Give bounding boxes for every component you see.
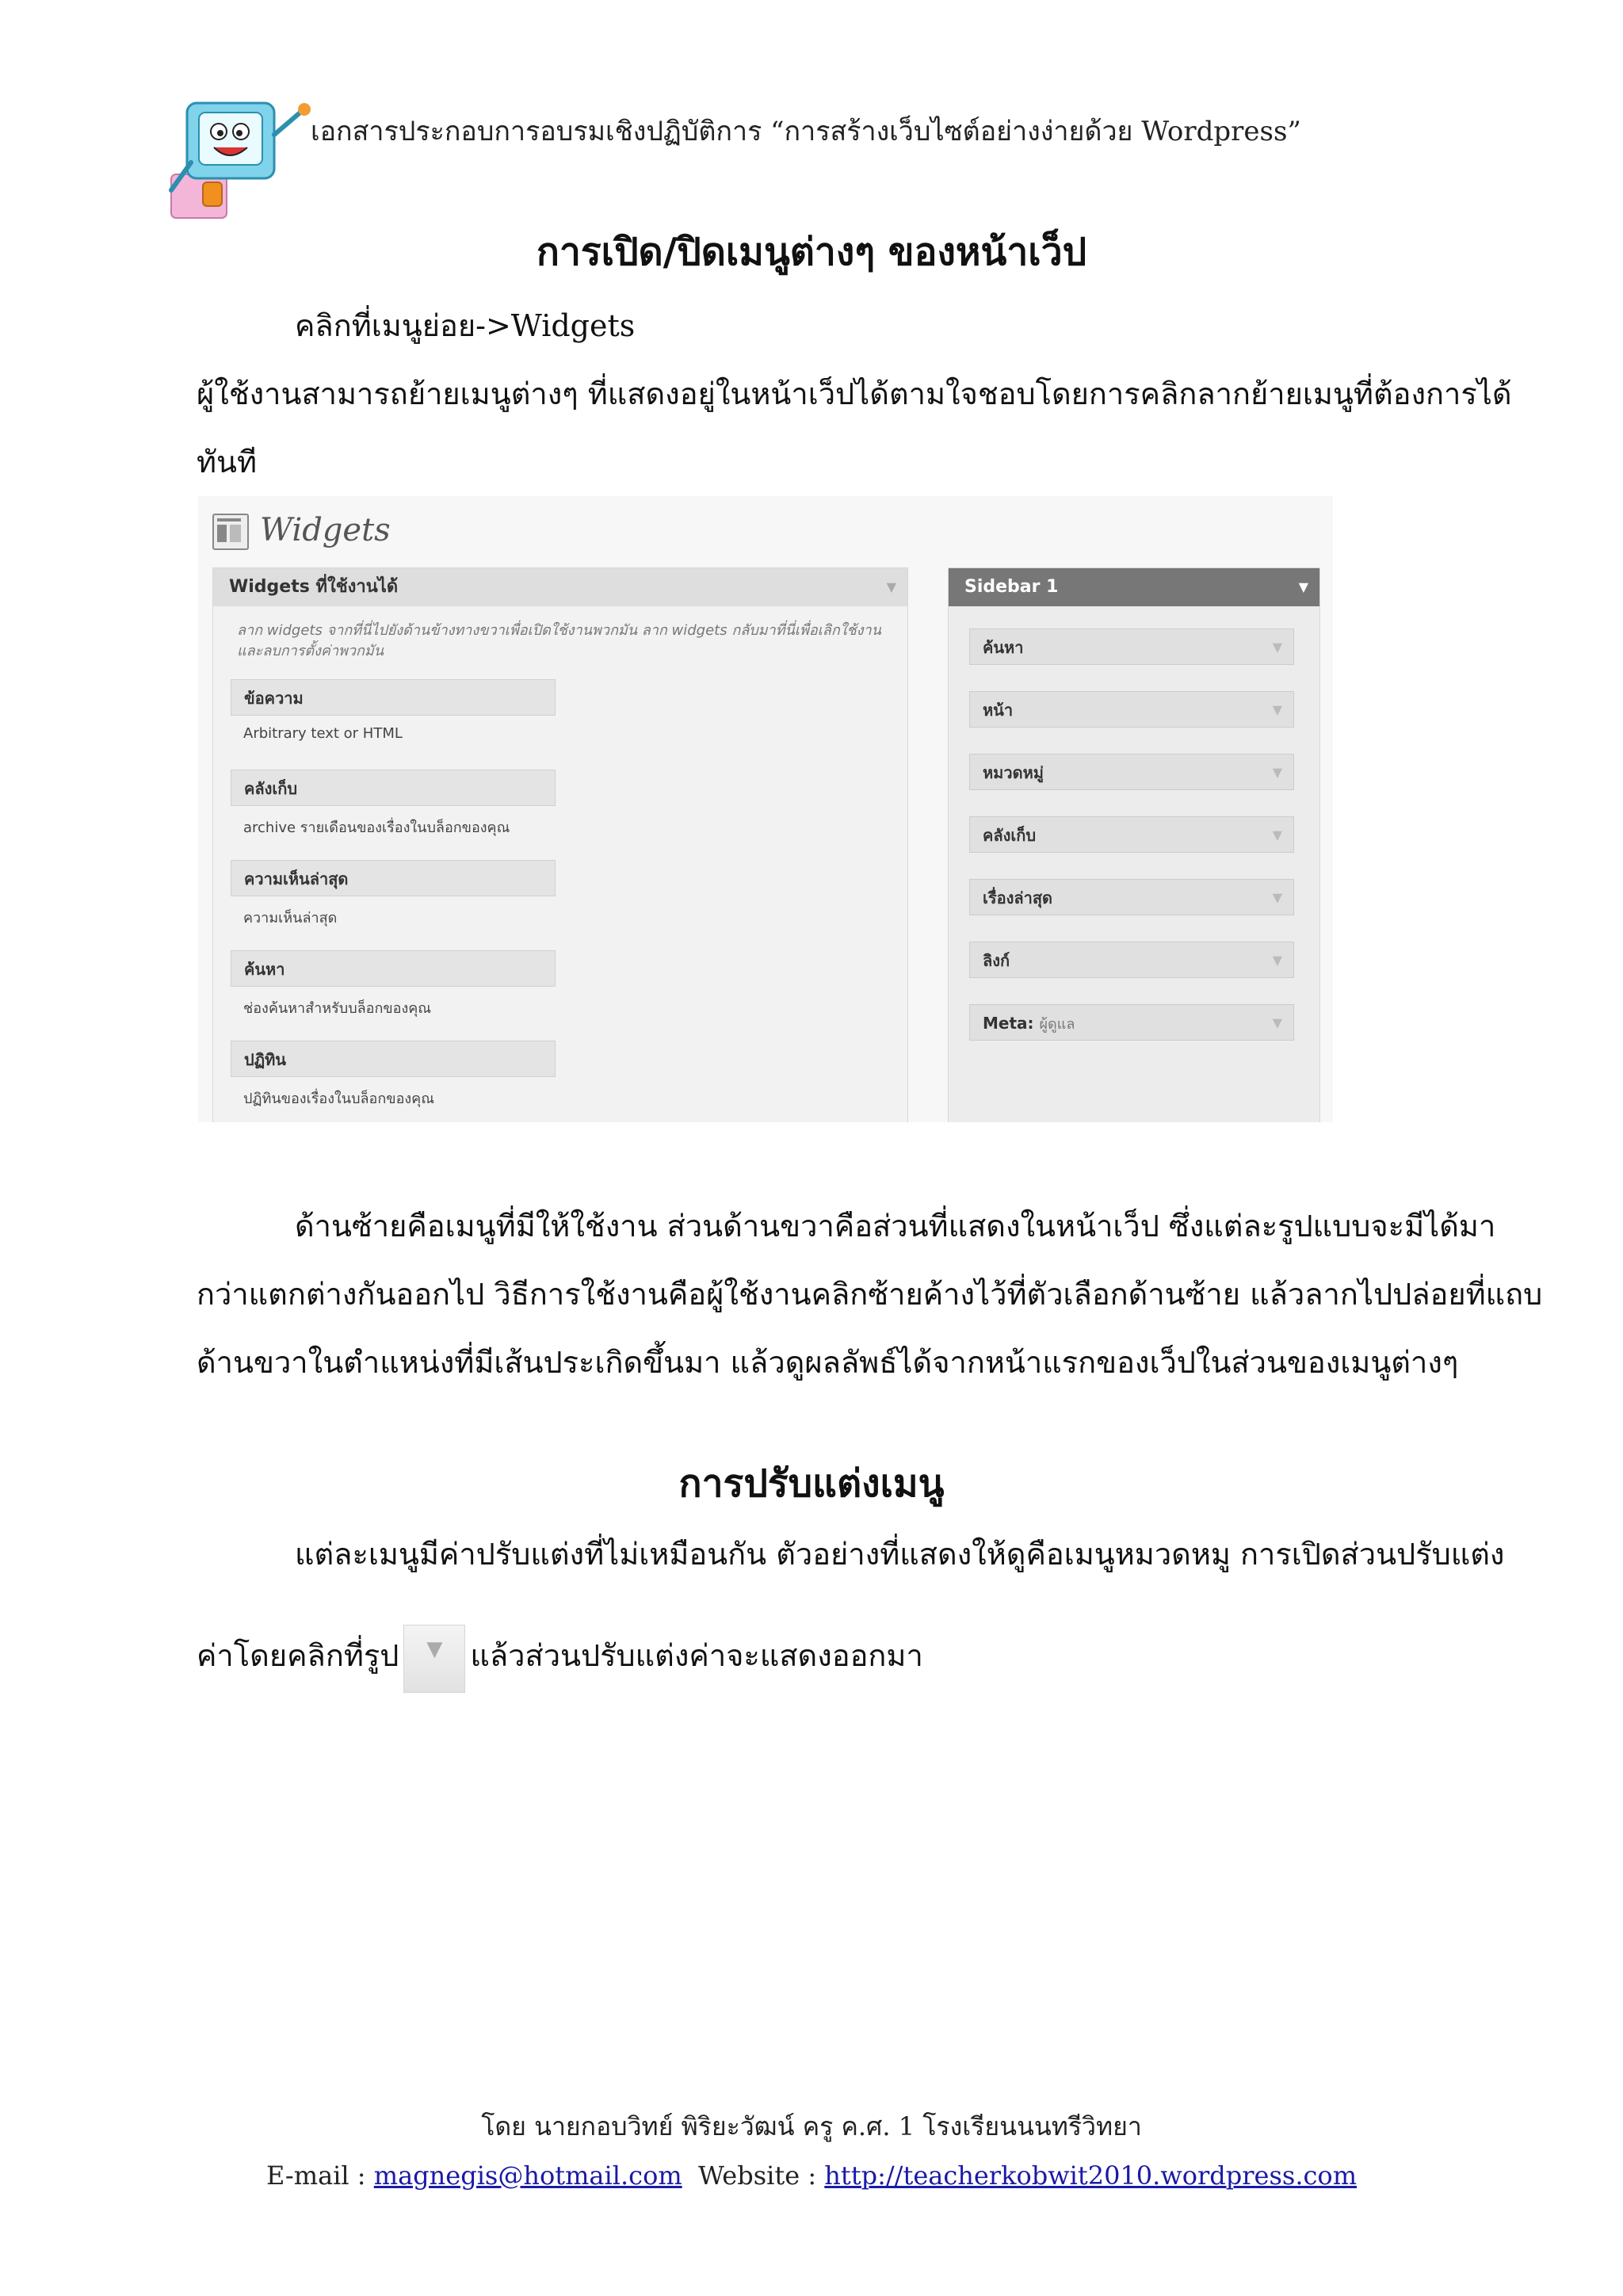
paragraph-line: ผู้ใช้งานสามารถย้ายเมนูต่างๆ ที่แสดงอยู่ในหน้าเว็ปได้ตามใจชอบโดยการคลิกลากย้ายเมนูที่ต้องการได้ — [197, 376, 1512, 411]
chevron-down-icon[interactable]: ▼ — [886, 579, 896, 594]
sidebar-widget[interactable] — [969, 879, 1294, 915]
website-label: Website : — [698, 2160, 817, 2191]
meta-sublabel: ผู้ดูแล — [1039, 1016, 1075, 1033]
widgets-icon — [212, 514, 249, 550]
inline-text: ค่าโดยคลิกที่รูป — [197, 1638, 399, 1673]
sidebar-widget-label: ค้นหา — [983, 638, 1024, 657]
sidebar-widget-label: ลิงก์ — [983, 951, 1010, 970]
sidebar-widget[interactable] — [969, 628, 1294, 665]
footer-author: โดย นายกอบวิทย์ พิริยะวัฒน์ ครู ค.ศ. 1 โรงเรียนนนทรีวิทยา — [481, 2111, 1142, 2141]
paragraph-line: ทันที — [197, 445, 258, 479]
widget-item[interactable] — [231, 770, 556, 839]
widget-title[interactable]: ปฏิทิน — [231, 1041, 556, 1077]
computer-mascot-logo — [155, 87, 314, 234]
sidebar-1-header[interactable] — [949, 568, 1319, 606]
widget-title[interactable]: ข้อความ — [231, 679, 556, 716]
widgets-page-title: Widgets — [260, 512, 391, 548]
widget-item[interactable] — [231, 1041, 556, 1110]
document-header: เอกสารประกอบการอบรมเชิงปฏิบัติการ “การสร้างเว็บไซต์อย่างง่ายด้วย Wordpress” — [311, 116, 1301, 147]
sidebar-widget-label: เรื่องล่าสุด — [983, 888, 1053, 907]
sidebar-widget[interactable] — [969, 754, 1294, 790]
email-label: E-mail : — [265, 2160, 366, 2191]
footer-contact — [0, 2160, 1623, 2191]
widget-item[interactable] — [231, 950, 556, 1019]
sidebar-widget-label: หมวดหมู่ — [983, 763, 1044, 782]
sidebar-widget[interactable] — [969, 942, 1294, 978]
widget-item[interactable] — [231, 679, 556, 742]
widget-description: ความเห็นล่าสุด — [243, 910, 338, 926]
paragraph-line: ด้านขวาในตำแหน่งที่มีเส้นประเกิดขึ้นมา แล้วดูผลลัพธ์ได้จากหน้าแรกของเว็ปในส่วนของเมนูต่างๆ — [197, 1345, 1459, 1380]
widgets-screenshot — [198, 496, 1333, 1122]
sidebar-1-panel — [948, 567, 1320, 1122]
widget-description: ช่องค้นหาสำหรับบล็อกของคุณ — [243, 1000, 431, 1017]
chevron-down-icon[interactable]: ▼ — [1272, 1015, 1282, 1030]
website-link[interactable]: http://teacherkobwit2010.wordpress.com — [824, 2160, 1358, 2191]
dropdown-toggle-button[interactable]: ▼ — [403, 1625, 465, 1693]
chevron-down-icon[interactable]: ▼ — [1272, 702, 1282, 717]
instruction-line: คลิกที่เมนูย่อย->Widgets — [295, 308, 636, 343]
sidebar-widget-label: หน้า — [983, 701, 1014, 720]
widgets-description: ลาก widgets จากที่นี่ไปยังด้านข้างทางขวาเพื่อเปิดใช้งานพวกมัน ลาก widgets กลับมาที่นี่เพื่อเลิกใช้งานและลบการตั้งค่าพวกมัน — [237, 622, 881, 659]
widget-description: archive รายเดือนของเรื่องในบล็อกของคุณ — [243, 819, 510, 836]
section-title-customize: การปรับแต่งเมนู — [678, 1461, 945, 1506]
sidebar-widget-label: คลังเก็บ — [983, 826, 1037, 845]
meta-label: Meta: — [983, 1014, 1034, 1033]
inline-text: แล้วส่วนปรับแต่งค่าจะแสดงออกมา — [470, 1638, 923, 1673]
widget-description: Arbitrary text or HTML — [243, 725, 403, 742]
email-link[interactable]: magnegis@hotmail.com — [373, 2160, 682, 2191]
available-widgets-panel — [212, 567, 908, 1122]
paragraph-line: ด้านซ้ายคือเมนูที่มีให้ใช้งาน ส่วนด้านขวาคือส่วนที่แสดงในหน้าเว็ป ซึ่งแต่ละรูปแบบจะมีได้มา — [295, 1209, 1496, 1244]
sidebar-widget-meta[interactable] — [969, 1004, 1294, 1041]
paragraph-line: แต่ละเมนูมีค่าปรับแต่งที่ไม่เหมือนกัน ตัวอย่างที่แสดงให้ดูคือเมนูหมวดหมู การเปิดส่วนปรับแต่ง — [295, 1537, 1505, 1572]
paragraph-line-with-button — [197, 1622, 923, 1693]
chevron-down-icon[interactable]: ▼ — [1298, 579, 1308, 594]
chevron-down-icon[interactable]: ▼ — [1272, 890, 1282, 905]
sidebar-1-heading: Sidebar 1 — [964, 577, 1059, 597]
chevron-down-icon[interactable]: ▼ — [1272, 640, 1282, 655]
available-widgets-heading: Widgets ที่ใช้งานได้ — [229, 577, 399, 597]
chevron-down-icon[interactable]: ▼ — [1272, 765, 1282, 780]
widget-description: ปฏิทินของเรื่องในบล็อกของคุณ — [243, 1091, 434, 1107]
section-title-menus: การเปิด/ปิดเมนูต่างๆ ของหน้าเว็ป — [536, 230, 1087, 274]
sidebar-widget[interactable] — [969, 816, 1294, 853]
widget-item[interactable] — [231, 860, 556, 929]
sidebar-widget[interactable] — [969, 691, 1294, 728]
widget-title[interactable]: คลังเก็บ — [231, 770, 556, 806]
chevron-down-icon[interactable]: ▼ — [1272, 953, 1282, 968]
paragraph-line: กว่าแตกต่างกันออกไป วิธีการใช้งานคือผู้ใช้งานคลิกซ้ายค้างไว้ที่ตัวเลือกด้านซ้าย แล้วลากไปปล่อยที่แถบ — [197, 1277, 1543, 1312]
widget-title[interactable]: ความเห็นล่าสุด — [231, 860, 556, 896]
widget-title[interactable]: ค้นหา — [231, 950, 556, 987]
available-widgets-header[interactable] — [213, 568, 907, 606]
chevron-down-icon[interactable]: ▼ — [1272, 827, 1282, 842]
